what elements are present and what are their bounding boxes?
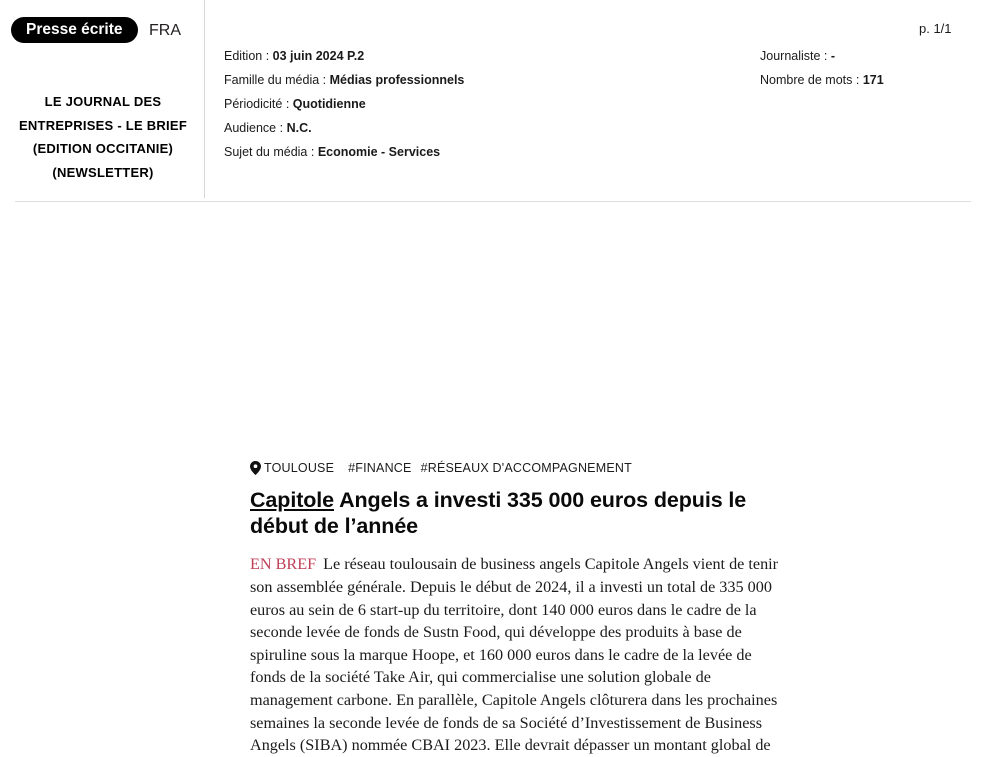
- metadata-value: Médias professionnels: [329, 73, 465, 87]
- map-pin-icon: [250, 461, 261, 475]
- metadata-label: Audience :: [224, 121, 284, 135]
- metadata-value: N.C.: [286, 121, 312, 135]
- metadata-value: 03 juin 2024 P.2: [272, 49, 365, 63]
- metadata-column-right: [760, 44, 980, 92]
- metadata-column-left: [224, 44, 524, 164]
- source-name-line: (EDITION OCCITANIE): [32, 141, 174, 156]
- article-kicker: EN BREF: [250, 555, 317, 574]
- metadata-row-media-family: [224, 68, 524, 92]
- article-headline: [250, 487, 780, 539]
- metadata-value: Quotidienne: [292, 97, 366, 111]
- metadata-value: -: [830, 49, 836, 63]
- article-body: [250, 553, 780, 756]
- press-clipping-header: [0, 0, 986, 203]
- headline-rest: Angels a investi 335 000 euros depuis le début de l’année: [250, 488, 747, 538]
- source-name-line: ENTREPRISES - LE BRIEF: [18, 117, 188, 133]
- metadata-label: Périodicité :: [224, 97, 290, 111]
- metadata-value: Economie - Services: [317, 145, 441, 159]
- media-type-badge: Presse écrite: [11, 17, 138, 43]
- article-tag: #FINANCE: [348, 461, 412, 475]
- article-tagline: [250, 460, 780, 476]
- article-body-text: Le réseau toulousain de business angels Capitole Angels vient de tenir son assemblée générale. Depuis le début de 2024, il a investi un total de 335 000 euros au sein de 6 start-up du territoire, dont 140 000 euros dans le cadre de la seconde levée de fonds de Sustn Food, qui développe des produits à base de spiruline sous la marque Hoope, et 160 000 euros dans le cadre de la levée de fonds de la société Take Air, qui commercialise une solution globale de management carbone. En parallèle, Capitole Angels clôturera dans les prochaines semaines la seconde levée de fonds de sa Société d’Investissement de Business Angels (SIBA) nommée CBAI 2023. Elle devrait dépasser un montant global de: [250, 555, 779, 755]
- page-indicator: p. 1/1: [919, 21, 952, 36]
- article-tag: #RÉSEAUX D'ACCOMPAGNEMENT: [420, 461, 632, 475]
- header-vertical-divider: [204, 0, 205, 198]
- metadata-row-word-count: [760, 68, 980, 92]
- metadata-label: Journaliste :: [760, 49, 828, 63]
- metadata-value: 171: [862, 73, 884, 87]
- metadata-label: Famille du média :: [224, 73, 327, 87]
- source-name-line: (NEWSLETTER): [52, 164, 154, 180]
- article-clipping: [250, 460, 780, 757]
- headline-link[interactable]: Capitole: [250, 488, 335, 512]
- metadata-label: Nombre de mots :: [760, 73, 860, 87]
- source-publication-name: [8, 90, 198, 184]
- source-name-line: LE JOURNAL DES: [44, 94, 162, 109]
- metadata-row-periodicity: [224, 92, 524, 116]
- country-code-label: FRA: [149, 22, 181, 39]
- metadata-row-audience: [224, 116, 524, 140]
- metadata-row-journalist: [760, 44, 980, 68]
- article-location-label: TOULOUSE: [264, 461, 335, 475]
- metadata-row-edition: [224, 44, 524, 68]
- header-horizontal-divider: [15, 201, 971, 202]
- metadata-label: Edition :: [224, 49, 270, 63]
- metadata-label: Sujet du média :: [224, 145, 315, 159]
- metadata-row-media-subject: [224, 140, 524, 164]
